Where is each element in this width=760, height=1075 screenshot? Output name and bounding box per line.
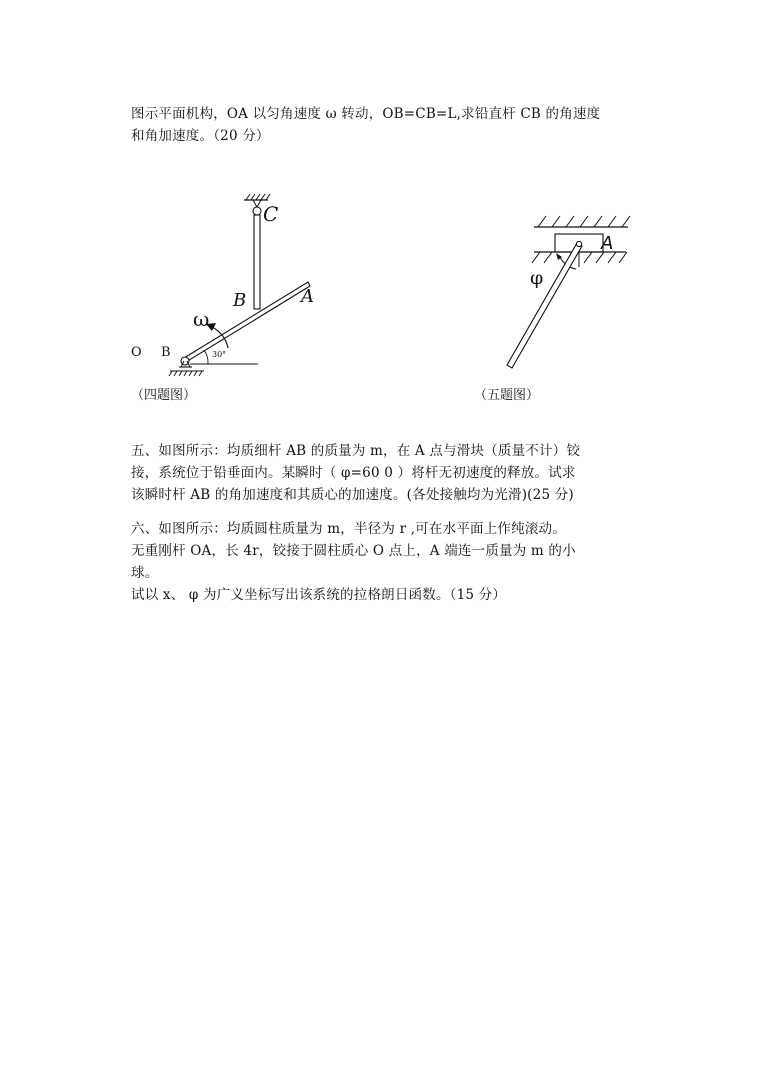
question-6-text xyxy=(131,518,651,606)
label-a-fig5: A xyxy=(601,233,614,254)
label-angle: 30° xyxy=(212,350,227,359)
label-c: C xyxy=(263,202,279,226)
figure-4-caption: （四题图） xyxy=(131,388,197,403)
question-4-line-2: 和角加速度。（20 分） xyxy=(131,128,270,144)
question-6-line-2: 无重刚杆 OA，长 4r，铰接于圆柱质心 O 点上，A 端连一质量为 m 的小 xyxy=(131,543,576,559)
label-a: A xyxy=(301,286,314,307)
question-6-line-3: 球。 xyxy=(131,565,159,581)
question-5-line-1: 五、如图所示：均质细杆 AB 的质量为 m，在 A 点与滑块（质量不计）铰 xyxy=(131,443,581,459)
label-omega: ω xyxy=(193,307,210,331)
question-4-line-1: 图示平面机构，OA 以匀角速度 ω 转动，OB=CB=L,求铅直杆 CB 的角速度 xyxy=(131,106,601,122)
figure-5-drawing xyxy=(500,205,640,380)
question-6-line-1: 六、如图所示：均质圆柱质量为 m，半径为 r ,可在水平面上作纯滚动。 xyxy=(131,521,566,537)
figure-5 xyxy=(500,205,640,380)
figure-5-caption: （五题图） xyxy=(474,388,540,403)
question-5-text xyxy=(131,440,651,506)
label-b-lower: B xyxy=(161,345,171,360)
question-4-text xyxy=(131,103,651,147)
label-phi: φ xyxy=(530,267,544,289)
question-6-line-4: 试以 x、 φ 为广义坐标写出该系统的拉格朗日函数。（15 分） xyxy=(131,587,507,603)
figure-4-drawing xyxy=(120,190,320,405)
label-o: O xyxy=(131,345,142,360)
label-b-upper: B xyxy=(233,290,247,311)
question-5-line-2: 接，系统位于铅垂面内。某瞬时（ φ=60 0 ）将杆无初速度的释放。试求 xyxy=(131,465,576,481)
figure-4 xyxy=(120,190,320,405)
question-5-line-3: 该瞬时杆 AB 的角加速度和其质心的加速度。(各处接触均为光滑)(25 分) xyxy=(131,487,574,503)
